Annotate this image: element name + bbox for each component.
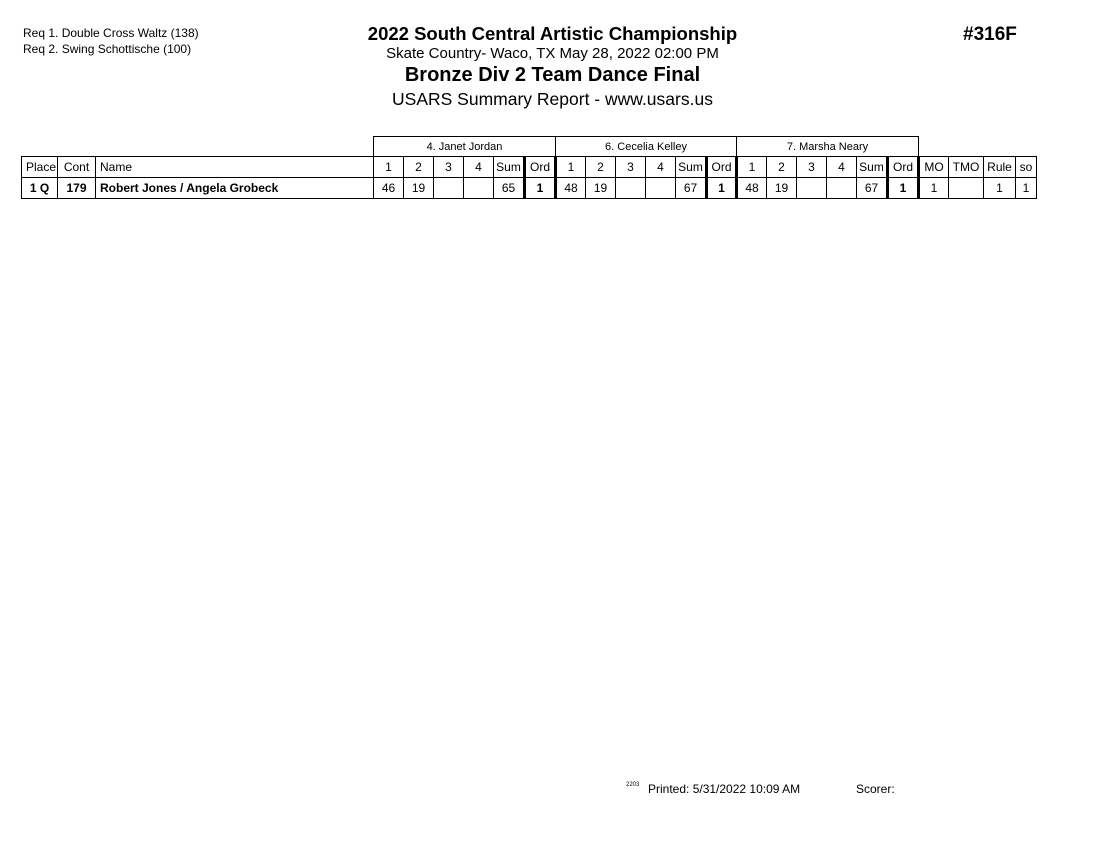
requirement-1: Req 1. Double Cross Waltz (138) [23,26,199,40]
col-tmo: TMO [949,157,984,178]
j2-sum: 67 [676,178,707,199]
j3-col-4: 4 [827,157,857,178]
j1-score-1: 46 [374,178,404,199]
row-so: 1 [1016,178,1037,199]
j3-col-1: 1 [737,157,767,178]
judge-2-name: 6. Cecelia Kelley [556,137,737,157]
j3-col-sum: Sum [857,157,888,178]
j1-score-3 [434,178,464,199]
row-place: 1 Q [22,178,58,199]
j2-score-3 [616,178,646,199]
j3-sum: 67 [857,178,888,199]
j3-col-ord: Ord [888,157,919,178]
col-mo: MO [919,157,949,178]
j3-score-4 [827,178,857,199]
event-title: Bronze Div 2 Team Dance Final [404,64,701,86]
venue-date: Skate Country- Waco, TX May 28, 2022 02:00 PM [386,45,719,62]
j1-col-sum: Sum [494,157,525,178]
row-cont: 179 [58,178,96,199]
table-row [22,178,1037,199]
j3-score-1: 48 [737,178,767,199]
judge-3-name: 7. Marsha Neary [737,137,919,157]
scorer-label: Scorer: [856,782,895,796]
requirement-2: Req 2. Swing Schottische (100) [23,42,192,56]
footer-code: 2203 [626,782,640,788]
printed-timestamp: Printed: 5/31/2022 10:09 AM [648,782,801,796]
j2-col-2: 2 [586,157,616,178]
header-row [22,157,1037,178]
j2-ord: 1 [707,178,737,199]
row-rule: 1 [984,178,1016,199]
j3-score-2: 19 [767,178,797,199]
col-so: so [1016,157,1037,178]
j3-score-3 [797,178,827,199]
report-title: USARS Summary Report - www.usars.us [392,89,713,109]
competition-title: 2022 South Central Artistic Championship [367,23,738,44]
j3-ord: 1 [888,178,919,199]
j3-col-3: 3 [797,157,827,178]
j2-col-ord: Ord [707,157,737,178]
j1-score-4 [464,178,494,199]
j2-col-1: 1 [556,157,586,178]
j1-sum: 65 [494,178,525,199]
j1-col-ord: Ord [525,157,556,178]
j1-col-3: 3 [434,157,464,178]
row-tmo [949,178,984,199]
j2-score-2: 19 [586,178,616,199]
col-cont: Cont [58,157,96,178]
j2-score-1: 48 [556,178,586,199]
judge-1-name: 4. Janet Jordan [374,137,556,157]
row-mo: 1 [919,178,949,199]
j1-col-4: 4 [464,157,494,178]
j2-score-4 [646,178,676,199]
j1-ord: 1 [525,178,556,199]
event-number: #316F [963,24,1017,45]
j1-col-2: 2 [404,157,434,178]
j2-col-4: 4 [646,157,676,178]
j2-col-3: 3 [616,157,646,178]
col-place: Place [22,157,58,178]
row-name: Robert Jones / Angela Grobeck [96,178,374,199]
j1-col-1: 1 [374,157,404,178]
col-name: Name [96,157,374,178]
j3-col-2: 2 [767,157,797,178]
col-rule: Rule [984,157,1016,178]
j2-col-sum: Sum [676,157,707,178]
j1-score-2: 19 [404,178,434,199]
results-table [21,136,1037,199]
